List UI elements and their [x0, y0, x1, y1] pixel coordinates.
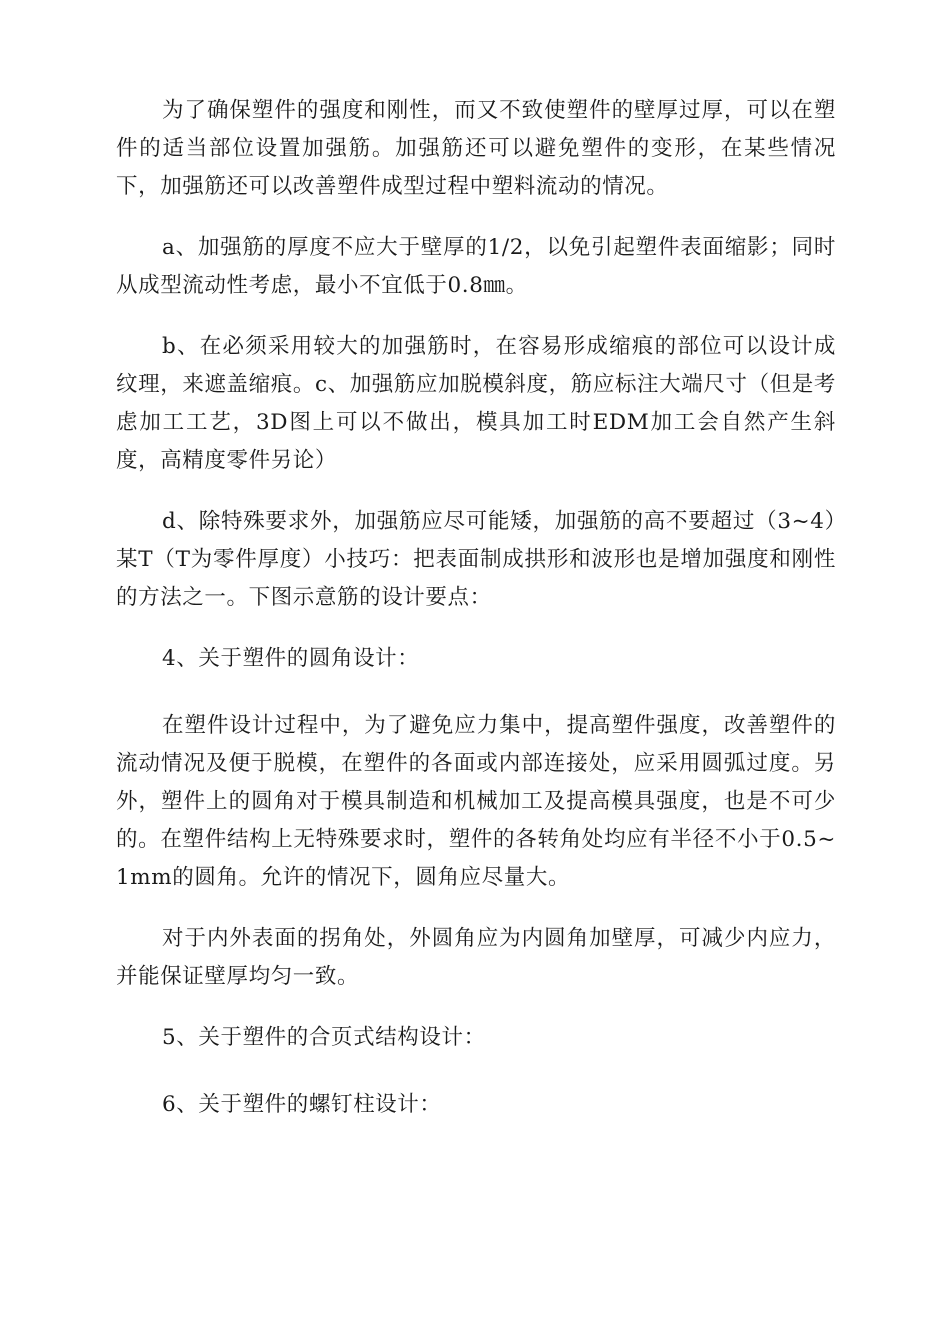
- heading-fillet-design: 4、关于塑件的圆角设计：: [162, 646, 420, 671]
- paragraph-fillet-design: 在塑件设计过程中，为了避免应力集中，提高塑件强度，改善塑件的流动情况及便于脱模，在塑件的各面或内部连接处，应采用圆弧过度。另外，塑件上的圆角对于模具制造和机械加工及提高模具强度，也是不可少的。在塑件结构上无特殊要求时，塑件的各转角处均应有半径不小于0.5~1mm的圆角。允许的情况下，圆角应尽量大。: [116, 713, 836, 890]
- paragraph-rib-height: d、除特殊要求外，加强筋应尽可能矮，加强筋的高不要超过（3~4）某T（T为零件厚度）小技巧：把表面制成拱形和波形也是增加强度和刚性的方法之一。下图示意筋的设计要点：: [116, 509, 836, 610]
- paragraph-rib-purpose: 为了确保塑件的强度和刚性，而又不致使塑件的壁厚过厚，可以在塑件的适当部位设置加强筋。加强筋还可以避免塑件的变形，在某些情况下，加强筋还可以改善塑件成型过程中塑料流动的情况。: [116, 98, 836, 199]
- heading-hinge-design: 5、关于塑件的合页式结构设计：: [162, 1025, 486, 1050]
- paragraph-corner-radius: 对于内外表面的拐角处，外圆角应为内圆角加壁厚，可减少内应力，并能保证壁厚均匀一致。: [116, 926, 836, 989]
- heading-screw-boss-design: 6、关于塑件的螺钉柱设计：: [162, 1092, 442, 1117]
- document-body: [116, 92, 836, 1153]
- paragraph-rib-texture-draft: b、在必须采用较大的加强筋时，在容易形成缩痕的部位可以设计成纹理，来遮盖缩痕。c、加强筋应加脱模斜度，筋应标注大端尺寸（但是考虑加工工艺，3D图上可以不做出，模具加工时EDM加工会自然产生斜度，高精度零件另论）: [116, 334, 836, 473]
- paragraph-rib-thickness: a、加强筋的厚度不应大于壁厚的1/2，以免引起塑件表面缩影；同时从成型流动性考虑，最小不宜低于0.8㎜。: [116, 235, 836, 298]
